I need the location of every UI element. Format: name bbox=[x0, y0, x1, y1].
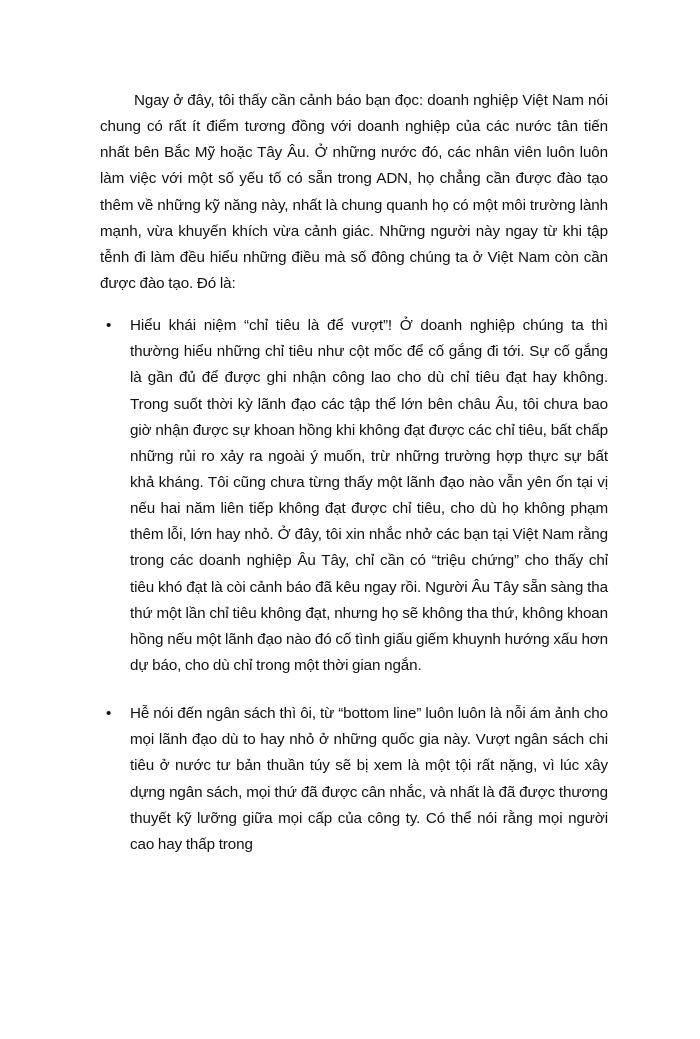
list-item bbox=[100, 701, 608, 858]
bullet-dot-icon: • bbox=[106, 317, 112, 335]
intro-paragraph: Ngay ở đây, tôi thấy cần cảnh báo bạn đọc: doanh nghiệp Việt Nam nói chung có rất ít điểm tương đồng với doanh nghiệp của các nước tân tiến nhất bên Bắc Mỹ hoặc Tây Âu. Ở những nước đó, các nhân viên luôn luôn làm việc với một số yếu tố có sẵn trong ADN, họ chẳng cần được đào tạo thêm về những kỹ năng này, nhất là chung quanh họ có một môi trường lành mạnh, vừa khuyến khích vừa cảnh giác. Những người này ngay từ khi tập tễnh đi làm đều hiểu những điều mà số đông chúng ta ở Việt Nam còn cần được đào tạo. Đó là: bbox=[100, 92, 608, 292]
bullet-list bbox=[100, 313, 608, 858]
bullet-dot-icon: • bbox=[106, 705, 112, 723]
list-item-text: Hiểu khái niệm “chỉ tiêu là để vượt”! Ở doanh nghiệp chúng ta thì thường hiểu những chỉ tiêu như cột mốc để cố gắng đi tới. Sự cố gắng là gần đủ để được ghi nhận công lao cho dù chỉ tiêu đạt hay không. Trong suốt thời kỳ lãnh đạo các tập thể lớn bên châu Âu, tôi chưa bao giờ nhận được sự khoan hồng khi không đạt được các chỉ tiêu, bất chấp những rủi ro xảy ra ngoài ý muốn, trừ những trường hợp thực sự bất khả kháng. Tôi cũng chưa từng thấy một lãnh đạo nào vẫn yên ổn tại vị nếu hai năm liên tiếp không đạt được chỉ tiêu, cho dù họ không phạm thêm lỗi, lớn hay nhỏ. Ở đây, tôi xin nhắc nhở các bạn tại Việt Nam rằng trong các doanh nghiệp Âu Tây, chỉ cần có “triệu chứng” cho thấy chỉ tiêu khó đạt là còi cảnh báo đã kêu ngay rồi. Người Âu Tây sẵn sàng tha thứ một lần chỉ tiêu không đạt, nhưng họ sẽ không tha thứ, không khoan hồng nếu một lãnh đạo nào đó cố tình giấu giếm khuynh hướng xấu hơn dự báo, cho dù chỉ trong một thời gian ngắn. bbox=[130, 317, 608, 674]
list-item-text: Hễ nói đến ngân sách thì ôi, từ “bottom line” luôn luôn là nỗi ám ảnh cho mọi lãnh đạo dù to hay nhỏ ở những quốc gia này. Vượt ngân sách chi tiêu ở nước tư bản thuần túy sẽ bị xem là một tội rất nặng, vì lúc xây dựng ngân sách, mọi thứ đã được cân nhắc, và nhất là đã được thương thuyết kỹ lưỡng giữa mọi cấp của công ty. Có thể nói rằng mọi người cao hay thấp trong bbox=[130, 705, 608, 853]
page-content bbox=[100, 88, 608, 858]
list-item bbox=[100, 313, 608, 679]
